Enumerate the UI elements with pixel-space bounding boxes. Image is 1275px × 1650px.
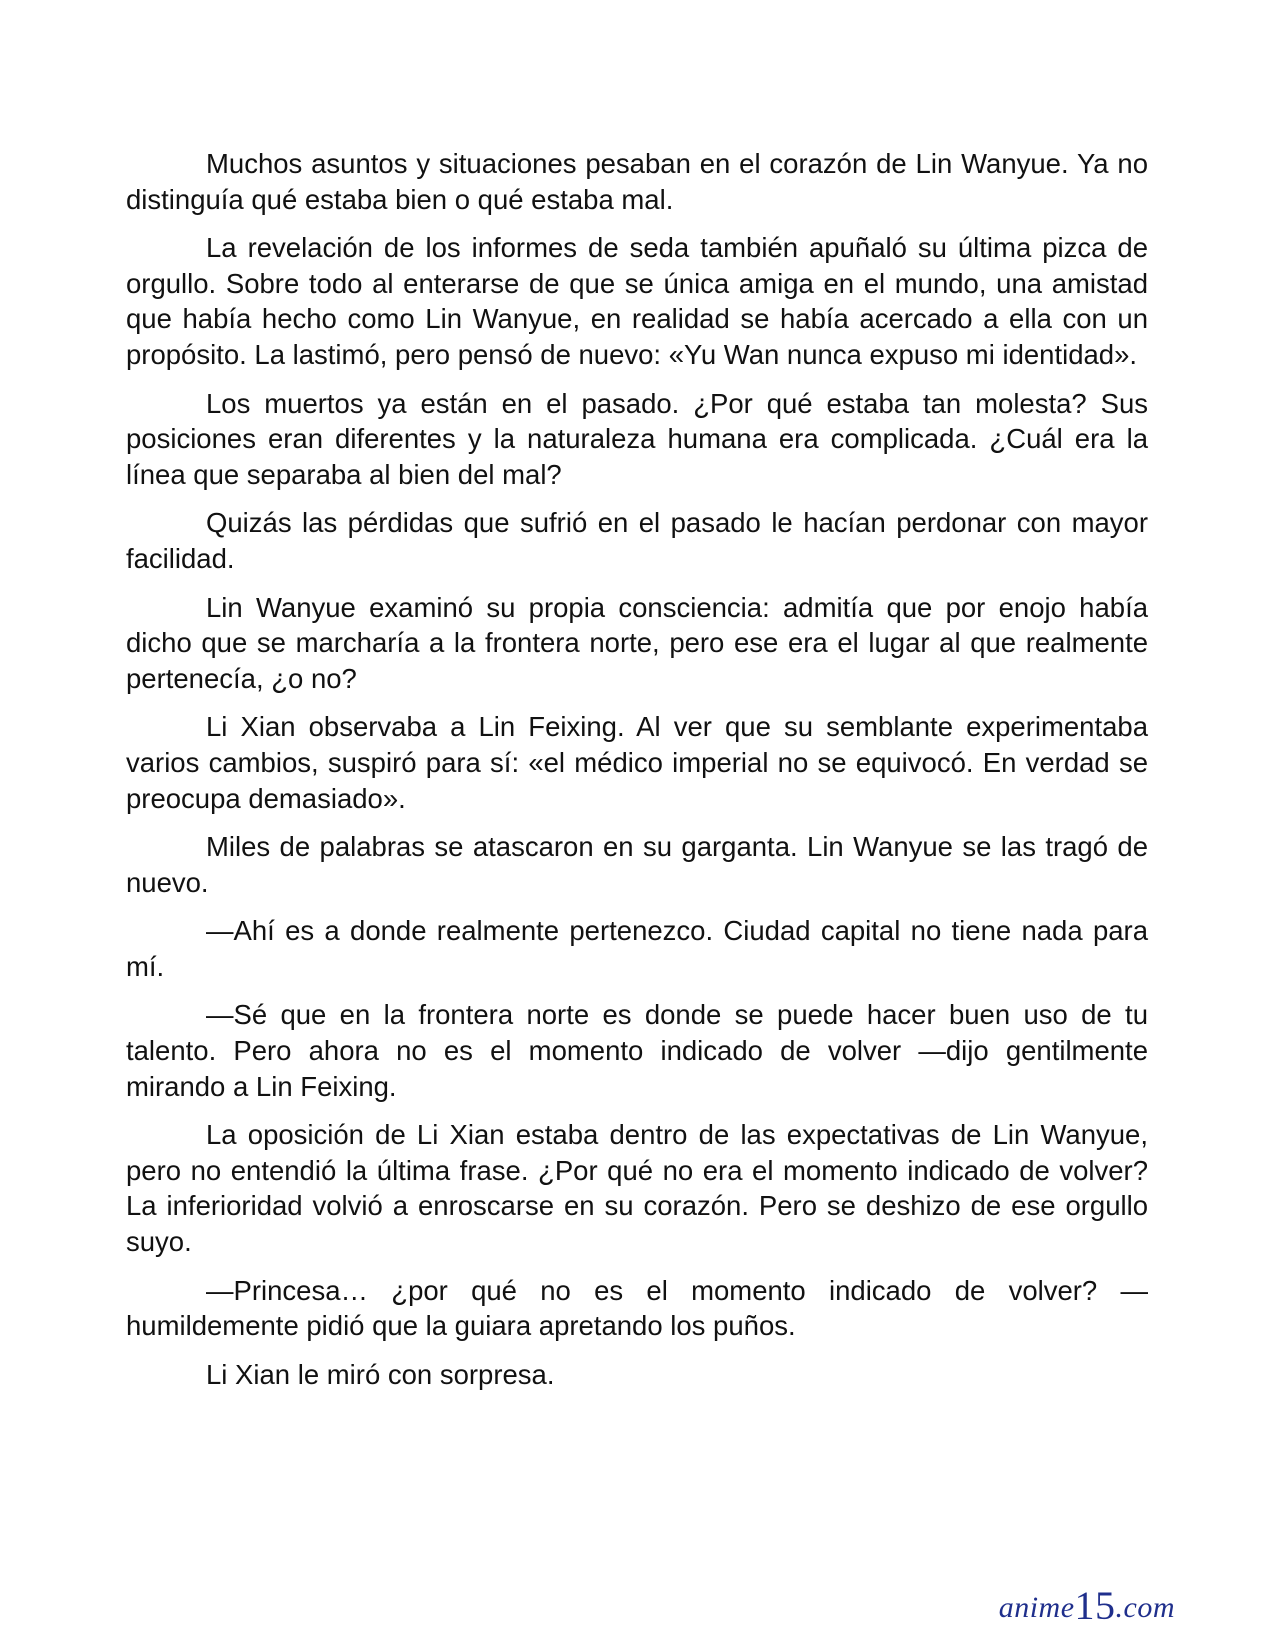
paragraph: Lin Wanyue examinó su propia consciencia: admitía que por enojo había dicho que se marcharía a la frontera norte, pero ese era el lugar al que realmente pertenecía, ¿o no? — [126, 591, 1148, 694]
paragraph: Muchos asuntos y situaciones pesaban en el corazón de Lin Wanyue. Ya no distinguía qué estaba bien o qué estaba mal. — [126, 148, 1148, 215]
paragraph: Li Xian observaba a Lin Feixing. Al ver que su semblante experimentaba varios cambios, suspiró para sí: «el médico imperial no se equivocó. En verdad se preocupa demasiado». — [126, 711, 1148, 814]
watermark-number: 15 — [1074, 1583, 1116, 1628]
paragraph: —Ahí es a donde realmente pertenezco. Ciudad capital no tiene nada para mí. — [126, 915, 1148, 982]
paragraph: Miles de palabras se atascaron en su garganta. Lin Wanyue se las tragó de nuevo. — [126, 831, 1148, 898]
paragraph: Los muertos ya están en el pasado. ¿Por qué estaba tan molesta? Sus posiciones eran diferentes y la naturaleza humana era complicada. ¿Cuál era la línea que separaba al bien del mal? — [126, 387, 1148, 490]
site-watermark — [999, 1582, 1175, 1629]
paragraph: La revelación de los informes de seda también apuñaló su última pizca de orgullo. Sobre todo al enterarse de que se única amiga en el mundo, una amistad que había hecho como Lin Wanyue, en realidad se había acercado a ella con un propósito. La lastimó, pero pensó de nuevo: «Yu Wan nunca expuso mi identidad». — [126, 232, 1148, 370]
paragraph: —Sé que en la frontera norte es donde se puede hacer buen uso de tu talento. Pero ahora no es el momento indicado de volver —dijo gentilmente mirando a Lin Feixing. — [126, 999, 1148, 1102]
paragraph: Li Xian le miró con sorpresa. — [206, 1358, 555, 1390]
paragraph: La oposición de Li Xian estaba dentro de las expectativas de Lin Wanyue, pero no entendió la última frase. ¿Por qué no era el momento indicado de volver? La inferioridad volvió a enroscarse en su corazón. Pero se deshizo de ese orgullo suyo. — [126, 1119, 1148, 1258]
paragraph: Quizás las pérdidas que sufrió en el pasado le hacían perdonar con mayor facilidad. — [126, 507, 1148, 574]
watermark-suffix: .com — [1115, 1591, 1175, 1624]
watermark-prefix: anime — [998, 1591, 1075, 1624]
paragraph: —Princesa… ¿por qué no es el momento indicado de volver? —humildemente pidió que la guiara apretando los puños. — [126, 1274, 1148, 1342]
chapter-text — [126, 146, 1148, 1405]
